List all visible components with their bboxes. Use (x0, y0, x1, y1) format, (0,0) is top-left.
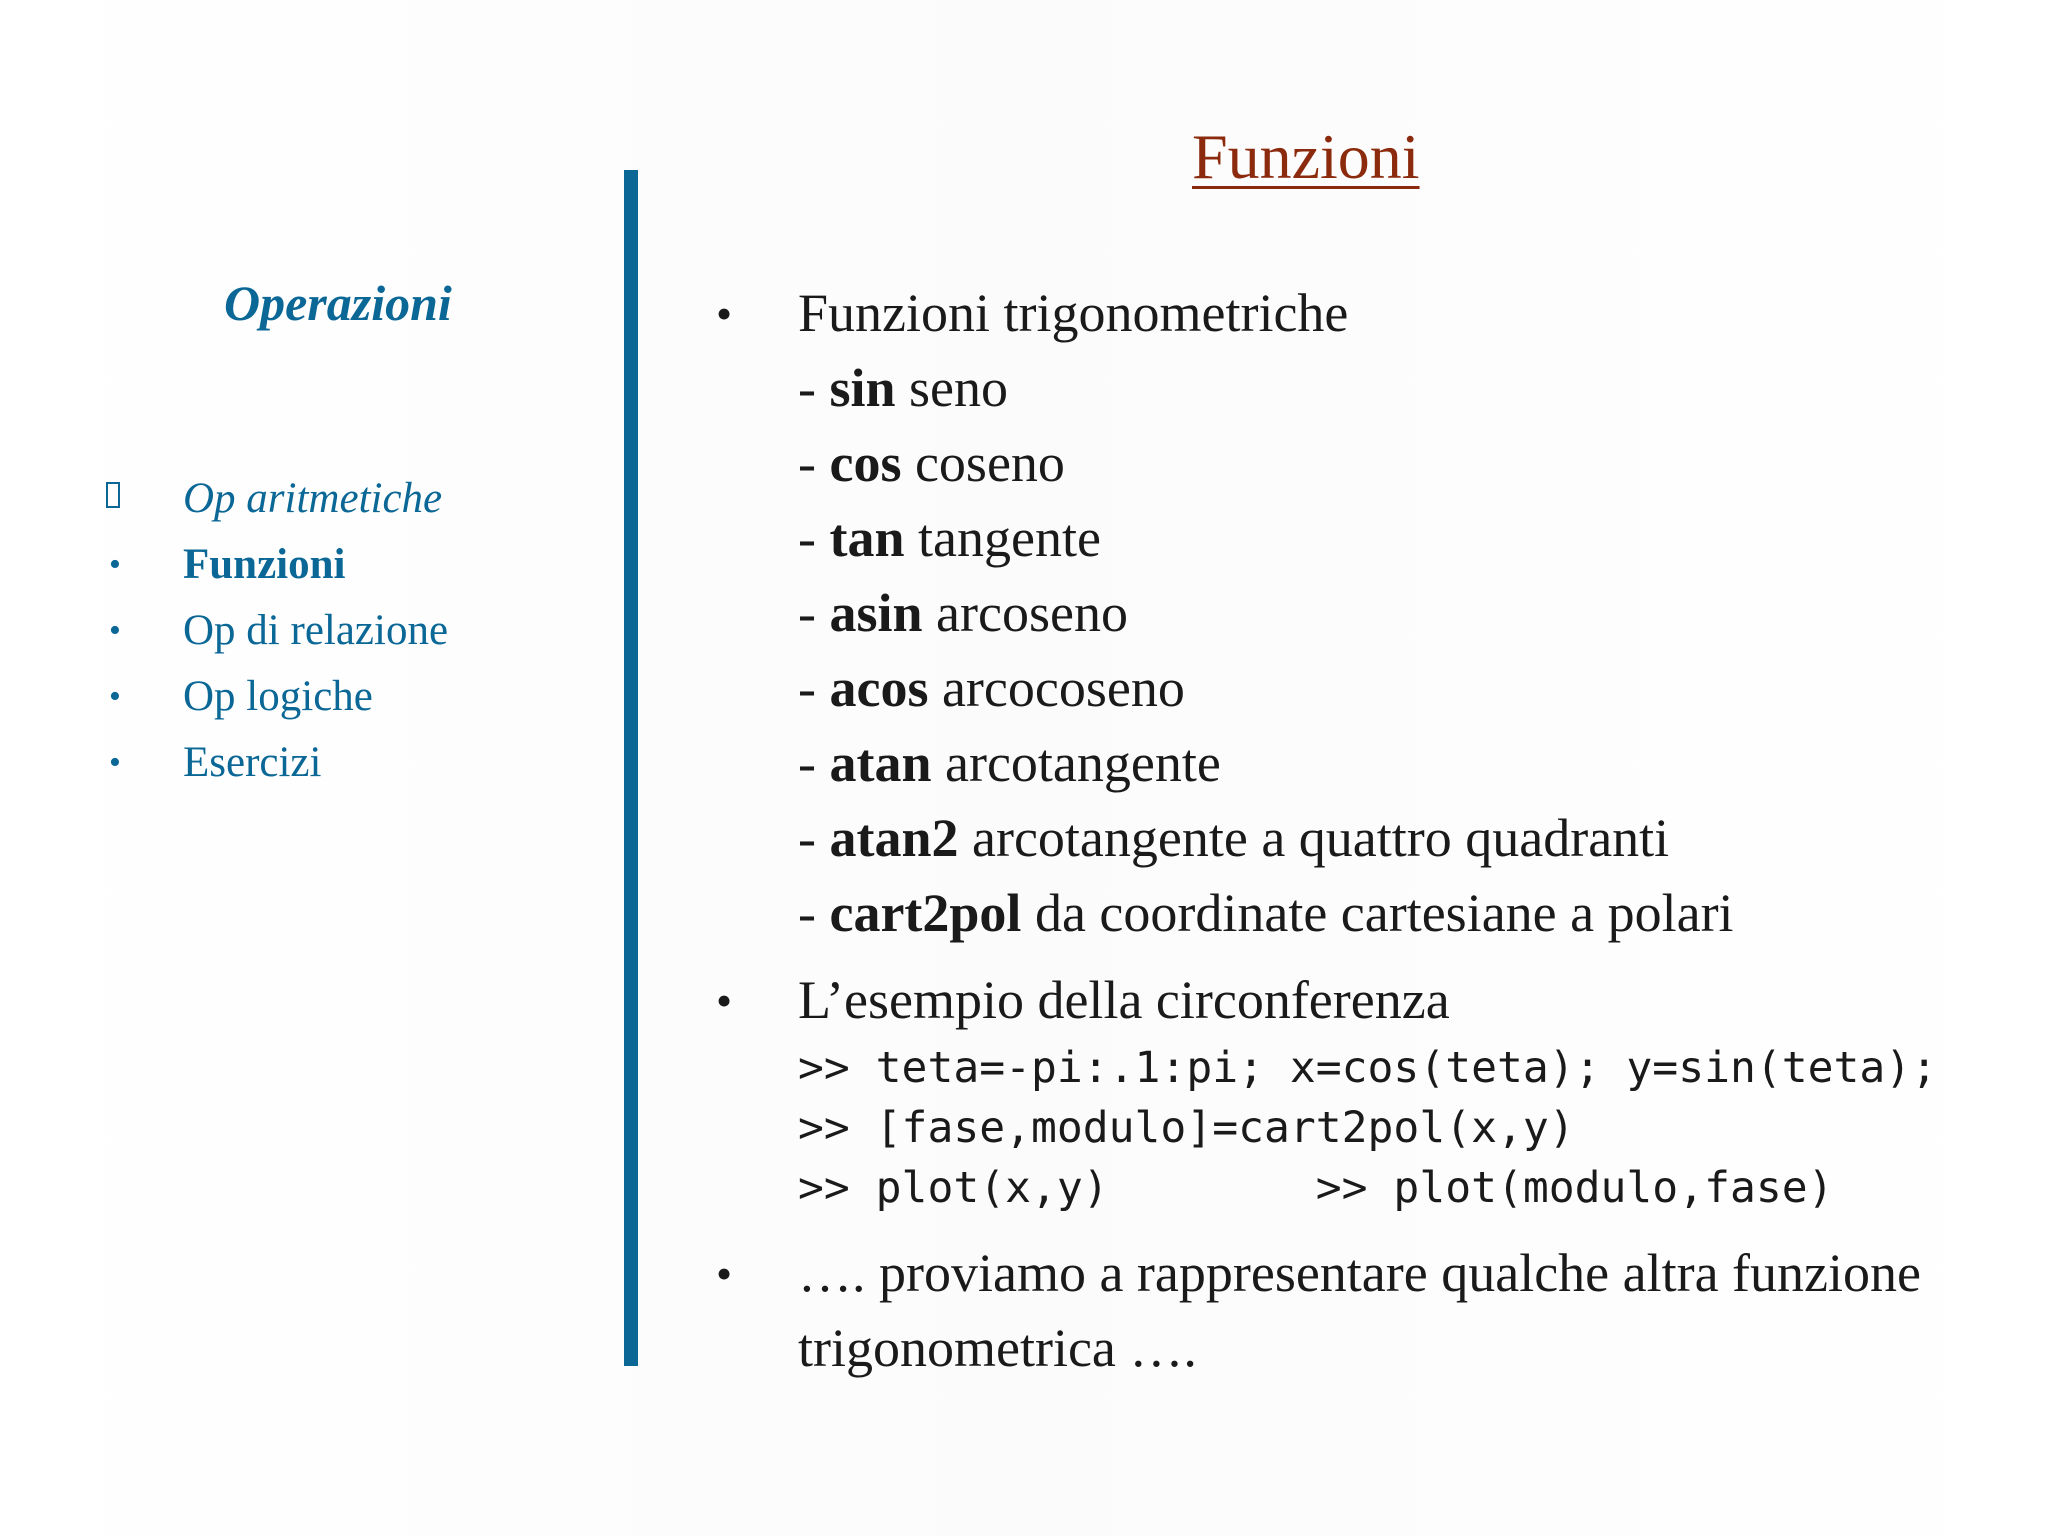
bullet-icon: • (109, 546, 121, 583)
function-desc: arcocoseno (928, 658, 1185, 718)
bullet-icon: • (716, 1248, 733, 1299)
sidebar-item-label: Op aritmetiche (183, 475, 443, 522)
section-circle-example (716, 963, 2036, 1218)
code-line: >> plot(x,y) >> plot(modulo,fase) (798, 1163, 1834, 1213)
function-item-asin (798, 576, 2036, 651)
item-prefix: - (798, 508, 830, 568)
function-item-sin (798, 351, 2036, 426)
bullet-icon: • (716, 288, 733, 339)
function-item-acos (798, 651, 2036, 726)
function-desc: coseno (901, 433, 1065, 493)
main-content (716, 276, 2036, 1386)
bullet-icon: • (716, 975, 733, 1026)
item-prefix: - (798, 733, 830, 793)
function-name: cart2pol (829, 883, 1022, 943)
bullet-icon: • (109, 678, 121, 715)
bullet-icon: • (109, 612, 121, 649)
sidebar-item-label: Funzioni (183, 541, 346, 588)
code-line: >> [fase,modulo]=cart2pol(x,y) (798, 1103, 1575, 1153)
bullet-icon: • (109, 744, 121, 781)
function-desc: arcoseno (922, 583, 1128, 643)
function-name: acos (829, 658, 929, 718)
section-try-more (716, 1236, 2036, 1386)
function-name: sin (829, 358, 896, 418)
function-desc: arcotangente a quattro quadranti (958, 808, 1670, 868)
item-prefix: - (798, 433, 830, 493)
function-item-atan (798, 726, 2036, 801)
item-prefix: - (798, 883, 830, 943)
function-name: cos (829, 433, 902, 493)
function-item-cos (798, 426, 2036, 501)
section-heading: L’esempio della circonferenza (798, 970, 1450, 1030)
sidebar-item-label: Op di relazione (183, 607, 449, 654)
item-prefix: - (798, 358, 830, 418)
sidebar-item-label: Op logiche (183, 673, 373, 720)
item-prefix: - (798, 658, 830, 718)
slide-title: Funzioni (1192, 121, 1420, 192)
function-desc: tangente (904, 508, 1101, 568)
function-name: atan2 (829, 808, 959, 868)
function-item-tan (798, 501, 2036, 576)
code-line: >> teta=-pi:.1:pi; x=cos(teta); y=sin(teta); (798, 1043, 1938, 1093)
item-prefix: - (798, 583, 830, 643)
vertical-divider (624, 170, 638, 1366)
function-name: atan (829, 733, 932, 793)
function-desc: arcotangente (931, 733, 1221, 793)
item-prefix: - (798, 808, 830, 868)
function-name: asin (829, 583, 923, 643)
function-item-cart2pol (798, 876, 2036, 951)
section-trig-functions (716, 276, 2036, 951)
function-desc: seno (895, 358, 1009, 418)
function-desc: da coordinate cartesiane a polari (1021, 883, 1734, 943)
checkbox-icon (106, 482, 120, 508)
section-heading: Funzioni trigonometriche (798, 283, 1349, 343)
function-item-atan2 (798, 801, 2036, 876)
function-name: tan (829, 508, 905, 568)
section-text: …. proviamo a rappresentare qualche altra funzione trigonometrica …. (798, 1243, 1921, 1378)
sidebar-item-label: Esercizi (183, 739, 322, 786)
sidebar-heading: Operazioni (224, 275, 452, 331)
